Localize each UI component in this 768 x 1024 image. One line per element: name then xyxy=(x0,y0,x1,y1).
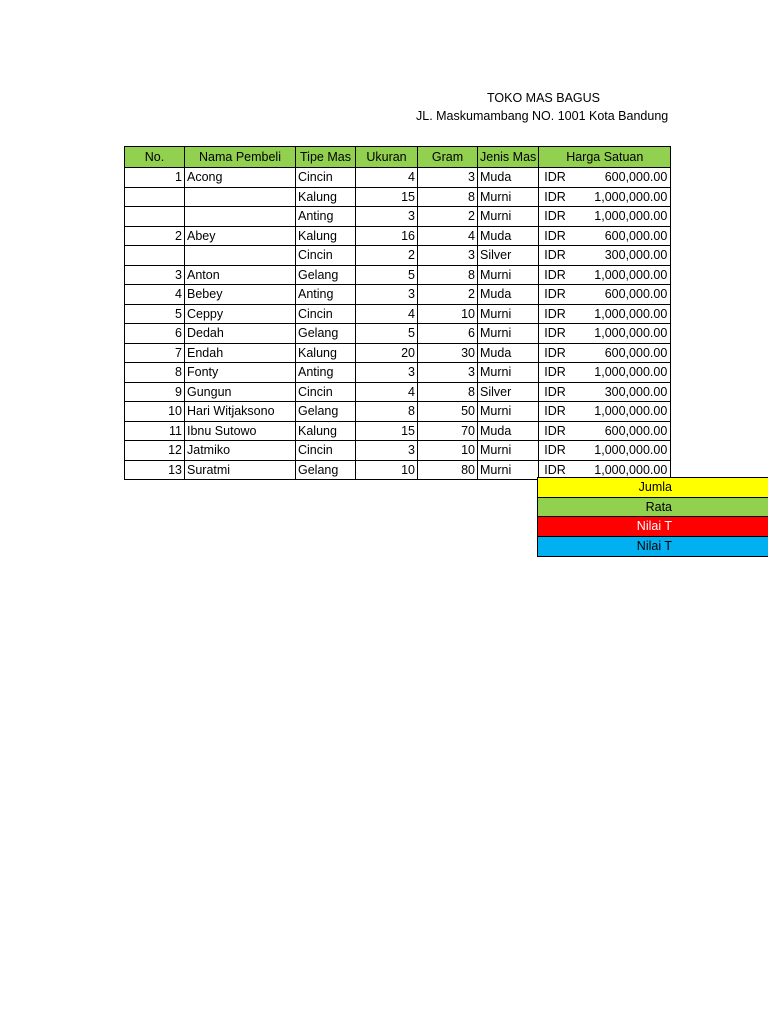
cell-nama-pembeli[interactable]: Dedah xyxy=(185,324,296,344)
cell-no[interactable]: 8 xyxy=(125,363,185,383)
cell-ukuran[interactable]: 16 xyxy=(356,226,418,246)
cell-gram[interactable]: 4 xyxy=(418,226,478,246)
currency-label: IDR xyxy=(544,326,566,341)
cell-jenis-mas[interactable]: Murni xyxy=(478,441,539,461)
cell-jenis-mas[interactable]: Murni xyxy=(478,187,539,207)
cell-harga-satuan[interactable] xyxy=(539,324,671,344)
cell-no[interactable] xyxy=(125,246,185,266)
currency-label: IDR xyxy=(544,365,566,380)
cell-ukuran[interactable]: 3 xyxy=(356,207,418,227)
cell-jenis-mas[interactable]: Muda xyxy=(478,343,539,363)
price-value: 1,000,000.00 xyxy=(594,209,668,224)
cell-no[interactable]: 3 xyxy=(125,265,185,285)
currency-label: IDR xyxy=(544,248,566,263)
cell-nama-pembeli[interactable]: Endah xyxy=(185,343,296,363)
currency-label: IDR xyxy=(544,443,566,458)
cell-harga-satuan[interactable] xyxy=(539,382,671,402)
price-value: 1,000,000.00 xyxy=(594,462,668,477)
cell-harga-satuan[interactable] xyxy=(539,421,671,441)
table-row xyxy=(125,441,671,461)
cell-no[interactable] xyxy=(125,207,185,227)
cell-harga-satuan[interactable] xyxy=(539,207,671,227)
cell-nama-pembeli[interactable]: Ceppy xyxy=(185,304,296,324)
store-address: JL. Maskumambang NO. 1001 Kota Bandung xyxy=(416,109,669,123)
table-row xyxy=(125,363,671,383)
cell-jenis-mas[interactable]: Muda xyxy=(478,421,539,441)
cell-gram[interactable]: 70 xyxy=(418,421,478,441)
cell-no[interactable]: 9 xyxy=(125,382,185,402)
table-row xyxy=(125,343,671,363)
cell-nama-pembeli[interactable] xyxy=(185,187,296,207)
cell-tipe-mas[interactable]: Cincin xyxy=(296,441,356,461)
table-header-row xyxy=(125,147,671,168)
currency-label: IDR xyxy=(544,189,566,204)
cell-jenis-mas[interactable]: Muda xyxy=(478,168,539,188)
cell-harga-satuan[interactable] xyxy=(539,226,671,246)
cell-tipe-mas[interactable]: Gelang xyxy=(296,460,356,480)
cell-harga-satuan[interactable] xyxy=(539,168,671,188)
currency-label: IDR xyxy=(544,462,566,477)
cell-gram[interactable]: 2 xyxy=(418,207,478,227)
col-header-ukuran[interactable]: Ukuran xyxy=(356,147,418,168)
price-value: 1,000,000.00 xyxy=(594,189,668,204)
cell-no[interactable]: 10 xyxy=(125,402,185,422)
currency-label: IDR xyxy=(544,404,566,419)
cell-nama-pembeli[interactable]: Fonty xyxy=(185,363,296,383)
price-value: 1,000,000.00 xyxy=(594,267,668,282)
price-value: 1,000,000.00 xyxy=(594,326,668,341)
table-row xyxy=(125,324,671,344)
cell-tipe-mas[interactable]: Gelang xyxy=(296,402,356,422)
cell-gram[interactable]: 3 xyxy=(418,246,478,266)
summary-nilai-terendah-cell[interactable] xyxy=(537,536,768,557)
store-title: TOKO MAS BAGUS xyxy=(487,91,600,105)
cell-harga-satuan[interactable] xyxy=(539,304,671,324)
currency-label: IDR xyxy=(544,384,566,399)
price-value: 600,000.00 xyxy=(604,170,668,185)
cell-no[interactable]: 1 xyxy=(125,168,185,188)
cell-nama-pembeli[interactable]: Anton xyxy=(185,265,296,285)
currency-label: IDR xyxy=(544,345,566,360)
cell-ukuran[interactable]: 3 xyxy=(356,363,418,383)
cell-gram[interactable]: 50 xyxy=(418,402,478,422)
cell-tipe-mas[interactable]: Anting xyxy=(296,363,356,383)
summary-nilai-tertinggi-label: Nilai T xyxy=(636,519,672,533)
cell-tipe-mas[interactable]: Kalung xyxy=(296,226,356,246)
cell-ukuran[interactable]: 4 xyxy=(356,304,418,324)
cell-no[interactable]: 5 xyxy=(125,304,185,324)
summary-nilai-terendah-label: Nilai T xyxy=(636,539,672,553)
cell-harga-satuan[interactable] xyxy=(539,246,671,266)
cell-nama-pembeli[interactable]: Bebey xyxy=(185,285,296,305)
cell-nama-pembeli[interactable]: Abey xyxy=(185,226,296,246)
col-header-tipe-mas[interactable]: Tipe Mas xyxy=(296,147,356,168)
table-row xyxy=(125,382,671,402)
cell-gram[interactable]: 30 xyxy=(418,343,478,363)
cell-no[interactable]: 7 xyxy=(125,343,185,363)
cell-jenis-mas[interactable]: Murni xyxy=(478,324,539,344)
cell-jenis-mas[interactable]: Murni xyxy=(478,265,539,285)
cell-tipe-mas[interactable]: Kalung xyxy=(296,187,356,207)
cell-ukuran[interactable]: 15 xyxy=(356,421,418,441)
cell-nama-pembeli[interactable]: Suratmi xyxy=(185,460,296,480)
table-row xyxy=(125,421,671,441)
summary-jumlah-label: Jumla xyxy=(638,480,672,494)
cell-nama-pembeli[interactable] xyxy=(185,207,296,227)
price-value: 600,000.00 xyxy=(604,423,668,438)
cell-nama-pembeli[interactable]: Jatmiko xyxy=(185,441,296,461)
col-header-gram[interactable]: Gram xyxy=(418,147,478,168)
cell-ukuran[interactable]: 10 xyxy=(356,460,418,480)
cell-nama-pembeli[interactable]: Ibnu Sutowo xyxy=(185,421,296,441)
cell-jenis-mas[interactable]: Murni xyxy=(478,207,539,227)
cell-no[interactable]: 13 xyxy=(125,460,185,480)
cell-nama-pembeli[interactable]: Acong xyxy=(185,168,296,188)
cell-no[interactable]: 11 xyxy=(125,421,185,441)
currency-label: IDR xyxy=(544,287,566,302)
summary-nilai-tertinggi-cell[interactable] xyxy=(537,516,768,536)
price-value: 1,000,000.00 xyxy=(594,404,668,419)
cell-nama-pembeli[interactable]: Hari Witjaksono xyxy=(185,402,296,422)
col-header-jenis-mas[interactable]: Jenis Mas xyxy=(478,147,539,168)
col-header-no[interactable]: No. xyxy=(125,147,185,168)
cell-jenis-mas[interactable]: Murni xyxy=(478,402,539,422)
cell-gram[interactable]: 8 xyxy=(418,187,478,207)
cell-ukuran[interactable]: 8 xyxy=(356,402,418,422)
table-row xyxy=(125,207,671,227)
cell-gram[interactable]: 8 xyxy=(418,382,478,402)
cell-jenis-mas[interactable]: Muda xyxy=(478,285,539,305)
cell-harga-satuan[interactable] xyxy=(539,187,671,207)
price-value: 300,000.00 xyxy=(604,248,668,263)
summary-rata-cell[interactable] xyxy=(537,497,768,517)
cell-ukuran[interactable]: 4 xyxy=(356,168,418,188)
table-row xyxy=(125,265,671,285)
cell-jenis-mas[interactable]: Silver xyxy=(478,382,539,402)
cell-gram[interactable]: 3 xyxy=(418,363,478,383)
cell-tipe-mas[interactable]: Cincin xyxy=(296,168,356,188)
price-value: 1,000,000.00 xyxy=(594,443,668,458)
summary-jumlah-cell[interactable] xyxy=(537,477,768,497)
cell-jenis-mas[interactable]: Silver xyxy=(478,246,539,266)
cell-no[interactable]: 6 xyxy=(125,324,185,344)
cell-tipe-mas[interactable]: Cincin xyxy=(296,304,356,324)
cell-gram[interactable]: 10 xyxy=(418,441,478,461)
cell-jenis-mas[interactable]: Murni xyxy=(478,363,539,383)
cell-harga-satuan[interactable] xyxy=(539,265,671,285)
currency-label: IDR xyxy=(544,228,566,243)
price-value: 600,000.00 xyxy=(604,345,668,360)
cell-ukuran[interactable]: 3 xyxy=(356,441,418,461)
cell-ukuran[interactable]: 2 xyxy=(356,246,418,266)
cell-no[interactable]: 4 xyxy=(125,285,185,305)
currency-label: IDR xyxy=(544,170,566,185)
cell-tipe-mas[interactable]: Cincin xyxy=(296,246,356,266)
cell-gram[interactable]: 80 xyxy=(418,460,478,480)
currency-label: IDR xyxy=(544,209,566,224)
col-header-nama-pembeli[interactable]: Nama Pembeli xyxy=(185,147,296,168)
table-row xyxy=(125,304,671,324)
cell-gram[interactable]: 2 xyxy=(418,285,478,305)
cell-jenis-mas[interactable]: Murni xyxy=(478,460,539,480)
table-row xyxy=(125,402,671,422)
cell-harga-satuan[interactable] xyxy=(539,363,671,383)
cell-ukuran[interactable]: 15 xyxy=(356,187,418,207)
cell-gram[interactable]: 6 xyxy=(418,324,478,344)
cell-harga-satuan[interactable] xyxy=(539,343,671,363)
price-value: 1,000,000.00 xyxy=(594,365,668,380)
sales-table xyxy=(124,146,671,480)
table-row xyxy=(125,285,671,305)
cell-tipe-mas[interactable]: Anting xyxy=(296,207,356,227)
cell-tipe-mas[interactable]: Gelang xyxy=(296,265,356,285)
cell-ukuran[interactable]: 4 xyxy=(356,382,418,402)
cell-tipe-mas[interactable]: Cincin xyxy=(296,382,356,402)
currency-label: IDR xyxy=(544,267,566,282)
price-value: 600,000.00 xyxy=(604,228,668,243)
currency-label: IDR xyxy=(544,423,566,438)
price-value: 300,000.00 xyxy=(604,384,668,399)
cell-tipe-mas[interactable]: Gelang xyxy=(296,324,356,344)
table-row xyxy=(125,168,671,188)
cell-tipe-mas[interactable]: Anting xyxy=(296,285,356,305)
cell-ukuran[interactable]: 5 xyxy=(356,324,418,344)
summary-rata-label: Rata xyxy=(645,500,672,514)
table-row xyxy=(125,246,671,266)
cell-no[interactable]: 2 xyxy=(125,226,185,246)
price-value: 1,000,000.00 xyxy=(594,306,668,321)
col-header-harga-satuan[interactable]: Harga Satuan xyxy=(539,147,671,168)
cell-jenis-mas[interactable]: Muda xyxy=(478,226,539,246)
currency-label: IDR xyxy=(544,306,566,321)
cell-gram[interactable]: 10 xyxy=(418,304,478,324)
table-row xyxy=(125,226,671,246)
price-value: 600,000.00 xyxy=(604,287,668,302)
cell-harga-satuan[interactable] xyxy=(539,402,671,422)
cell-ukuran[interactable]: 3 xyxy=(356,285,418,305)
cell-gram[interactable]: 3 xyxy=(418,168,478,188)
cell-gram[interactable]: 8 xyxy=(418,265,478,285)
cell-nama-pembeli[interactable]: Gungun xyxy=(185,382,296,402)
cell-ukuran[interactable]: 20 xyxy=(356,343,418,363)
cell-no[interactable]: 12 xyxy=(125,441,185,461)
cell-harga-satuan[interactable] xyxy=(539,285,671,305)
cell-ukuran[interactable]: 5 xyxy=(356,265,418,285)
cell-tipe-mas[interactable]: Kalung xyxy=(296,343,356,363)
cell-tipe-mas[interactable]: Kalung xyxy=(296,421,356,441)
cell-jenis-mas[interactable]: Murni xyxy=(478,304,539,324)
cell-no[interactable] xyxy=(125,187,185,207)
table-row xyxy=(125,187,671,207)
cell-nama-pembeli[interactable] xyxy=(185,246,296,266)
cell-harga-satuan[interactable] xyxy=(539,441,671,461)
